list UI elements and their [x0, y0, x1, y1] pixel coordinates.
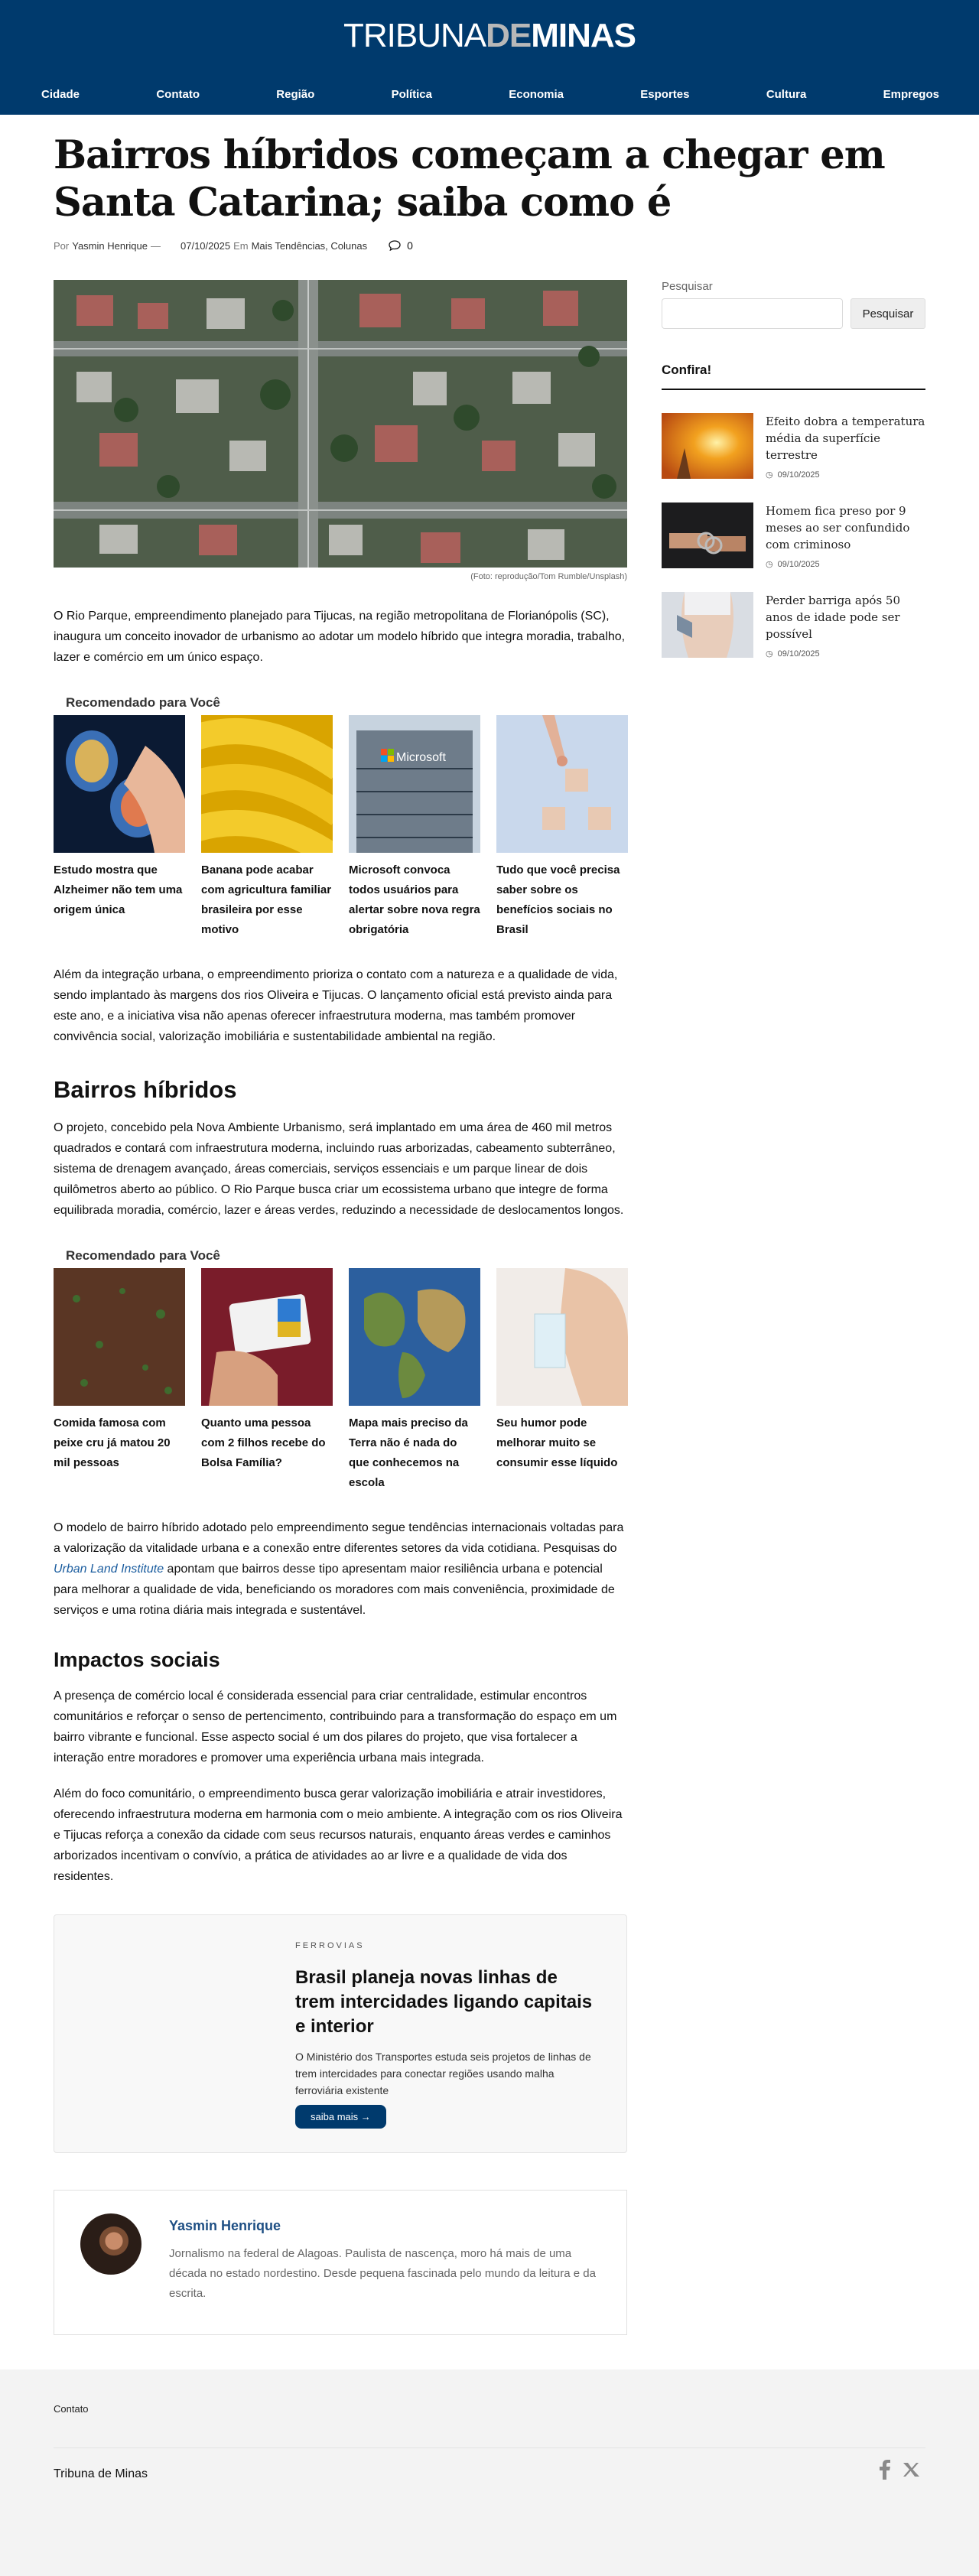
recommended-title[interactable]: Microsoft convoca todos usuários para alertar sobre nova regra obrigatória: [349, 864, 480, 936]
sidebar-thumb-belly[interactable]: [662, 592, 753, 658]
recommended-title[interactable]: Banana pode acabar com agricultura familiar brasileira por esse motivo: [201, 864, 332, 936]
related-description: O Ministério dos Transportes estuda seis projetos de linhas de trem intercidades para conectar regiões usando malha ferroviária existente: [295, 2051, 591, 2096]
paragraph: Além da integração urbana, o empreendimento prioriza o contato com a natureza e a qualidade de vida, sendo implantado às margens dos rios Oliveira e Tijucas. O lançamento oficial está previsto ainda para este ano, e a iniciativa visa não apenas oferecer infraestrutura moderna, mas também promover convivência social, valorização imobiliária e sustentabilidade ambiental na região.: [54, 968, 618, 1043]
search-label: Pesquisar: [662, 280, 713, 293]
author-name[interactable]: Yasmin Henrique: [169, 2218, 281, 2233]
author-bio: Jornalismo na federal de Alagoas. Paulista de nascença, moro há mais de uma década no estado nordestino. Desde pequena fascinada pelo mundo da leitura e da escrita.: [169, 2247, 596, 2300]
nav-politica[interactable]: Política: [391, 88, 432, 101]
recommended-image-bolsa-familia-card[interactable]: [201, 1268, 333, 1406]
author-box: [54, 2190, 627, 2335]
recommended-title[interactable]: Estudo mostra que Alzheimer não tem uma origem única: [54, 864, 183, 916]
meta-in: Em: [233, 239, 249, 252]
recommended-title[interactable]: Mapa mais preciso da Terra não é nada do que conhecemos na escola: [349, 1416, 468, 1489]
recommended-title[interactable]: Tudo que você precisa saber sobre os benefícios sociais no Brasil: [496, 864, 620, 936]
site-logo[interactable]: TRIBUNADEMINAS: [343, 17, 636, 54]
recommended-card[interactable]: [54, 715, 185, 940]
paragraph: O modelo de bairro híbrido adotado pelo empreendimento segue tendências internacionais voltadas para a valorização da vitalidade urbana e a conexão entre diferentes setores da vida cotidiana. Pesquisas do Urban Land Institute apontam que bairros desse tipo apresentam maior resiliência urbana e potencial para melhorar a qualidade de vida, beneficiando os moradores com mais conveniência, proximidade de serviços e uma rotina diária mais integrada e sustentável.: [54, 1521, 624, 1617]
sidebar-article-title[interactable]: Efeito dobra a temperatura média da superfície terrestre: [766, 415, 925, 462]
recommended-image-world-map[interactable]: [349, 1268, 480, 1406]
nav-economia[interactable]: Economia: [509, 88, 564, 101]
sidebar-article[interactable]: [662, 503, 925, 569]
recommended-heading: Recomendado para Você: [66, 695, 220, 710]
hero-image: [54, 280, 627, 568]
sidebar-article[interactable]: [662, 592, 925, 659]
nav-empregos[interactable]: Empregos: [883, 88, 939, 101]
sidebar-article-date: 09/10/2025: [777, 649, 820, 659]
related-title[interactable]: Brasil planeja novas linhas de trem intercidades ligando capitais e interior: [295, 1967, 593, 2037]
article-body: [54, 280, 627, 2335]
clock-icon: ◷: [766, 649, 773, 659]
paragraph: O projeto, concebido pela Nova Ambiente Urbanismo, será implantado em uma área de 460 mil metros quadrados e contará com infraestrutura moderna, incluindo ruas arborizadas, cabeamento subterrâneo, sistema de drenagem avançado, áreas comerciais, serviços essenciais e um parque linear de dois quilômetros aberto ao público. O Rio Parque busca criar um ecossistema urbano que integre de forma equilibrada moradia, comércio, lazer e áreas verdes, reduzindo a necessidade de deslocamentos longos.: [54, 1121, 624, 1217]
recommended-card[interactable]: [54, 1268, 185, 1493]
recommended-image-microsoft-building[interactable]: [349, 715, 480, 853]
recommended-card[interactable]: [349, 715, 480, 940]
sidebar-article-title[interactable]: Perder barriga após 50 anos de idade pode ser possível: [766, 594, 901, 641]
arrow-right-icon: →: [360, 2111, 371, 2122]
svg-text:Microsoft: Microsoft: [396, 751, 446, 764]
nav-esportes[interactable]: Esportes: [640, 88, 690, 101]
recommended-block: [54, 695, 627, 940]
recommended-card[interactable]: [496, 1268, 628, 1493]
search-input[interactable]: [662, 298, 843, 329]
recommended-card[interactable]: [201, 1268, 333, 1493]
confira-heading: Confira!: [662, 363, 925, 390]
clock-icon: ◷: [766, 560, 773, 569]
article-meta: [54, 239, 413, 252]
sidebar-thumb-heat[interactable]: [662, 413, 753, 479]
sidebar: [662, 280, 925, 659]
sidebar-article-date: 09/10/2025: [777, 559, 820, 569]
meta-date: 07/10/2025: [181, 239, 231, 252]
paragraph: A presença de comércio local é considerada essencial para criar centralidade, estimular encontros comunitários e reforçar o senso de pertencimento, contribuindo para a transformação do espaço em um bairro vibrante e funcional. Esse aspecto social é um dos pilares do projeto, que visa fortalecer a interação entre moradores e promover uma experiência urbana mais integrada.: [54, 1690, 617, 1764]
recommended-block: [54, 1248, 627, 1493]
hero-caption: (Foto: reprodução/Tom Rumble/Unsplash): [470, 572, 627, 581]
related-kicker: FERROVIAS: [295, 1941, 365, 1950]
urban-land-institute-link[interactable]: Urban Land Institute: [54, 1563, 164, 1576]
meta-categories[interactable]: Mais Tendências, Colunas: [251, 239, 368, 252]
paragraph: Além do foco comunitário, o empreendimento busca gerar valorização imobiliária e atrair investidores, oferecendo infraestrutura moderna em harmonia com o meio ambiente. A integração com os rios Oliveira e Tijucas reforça a conexão da cidade com seus recursos naturais, enquanto áreas verdes e caminhos arborizados incentivam o convívio, a prática de atividades ao ar livre e a qualidade de vida dos residentes.: [54, 1787, 623, 1883]
facebook-icon[interactable]: [880, 2460, 890, 2480]
article-title: Bairros híbridos começam a chegar em Santa Catarina; saiba como é: [54, 132, 885, 226]
recommended-heading: Recomendado para Você: [66, 1248, 220, 1263]
search-button[interactable]: Pesquisar: [851, 298, 925, 329]
sidebar-thumb-handcuffs[interactable]: [662, 503, 753, 568]
author-avatar[interactable]: [80, 2213, 141, 2275]
comments-link[interactable]: [389, 239, 413, 252]
recommended-card[interactable]: [349, 1268, 480, 1493]
paragraph: O Rio Parque, empreendimento planejado para Tijucas, na região metropolitana de Florianópolis (SC), inaugura um conceito inovador de urbanismo ao adotar um modelo híbrido que integra moradia, trabalho, lazer e comércio em um único espaço.: [54, 610, 626, 664]
nav-cidade[interactable]: Cidade: [41, 88, 80, 101]
footer-social: [880, 2460, 919, 2480]
clock-icon: ◷: [766, 470, 773, 480]
section-heading: Bairros híbridos: [54, 1076, 237, 1103]
recommended-image-benefit-blocks[interactable]: [496, 715, 628, 853]
footer-contato-link[interactable]: Contato: [54, 2403, 89, 2415]
site-footer: [0, 2369, 979, 2576]
recommended-image-bananas[interactable]: [201, 715, 333, 853]
recommended-title[interactable]: Comida famosa com peixe cru já matou 20 mil pessoas: [54, 1416, 171, 1469]
meta-author-link[interactable]: Yasmin Henrique: [72, 239, 148, 252]
main-nav: [0, 84, 979, 106]
saiba-mais-button[interactable]: saiba mais →: [295, 2105, 386, 2129]
recommended-card[interactable]: [201, 715, 333, 940]
recommended-title[interactable]: Seu humor pode melhorar muito se consumir esse líquido: [496, 1416, 618, 1469]
site-header: [0, 0, 979, 115]
meta-separator: —: [151, 239, 161, 252]
recommended-image-brain-scan[interactable]: [54, 715, 185, 853]
sidebar-article[interactable]: [662, 413, 925, 480]
meta-by: Por: [54, 239, 70, 252]
sidebar-article-date: 09/10/2025: [777, 470, 820, 480]
recommended-title[interactable]: Quanto uma pessoa com 2 filhos recebe do Bolsa Família?: [201, 1416, 326, 1469]
recommended-card[interactable]: [496, 715, 628, 940]
nav-cultura[interactable]: Cultura: [766, 88, 807, 101]
recommended-image-drinking-water[interactable]: [496, 1268, 628, 1406]
comment-count: 0: [407, 239, 413, 252]
aerial-neighborhood-illustration: [54, 280, 627, 568]
nav-contato[interactable]: Contato: [156, 88, 200, 101]
search-form: [662, 298, 925, 329]
section-heading: Impactos sociais: [54, 1648, 220, 1671]
related-article-card[interactable]: [54, 1914, 627, 2153]
x-twitter-icon[interactable]: [903, 2462, 919, 2477]
sidebar-article-title[interactable]: Homem fica preso por 9 meses ao ser confundido com criminoso: [766, 504, 910, 551]
recommended-image-soil[interactable]: [54, 1268, 185, 1406]
comment-icon: [389, 240, 401, 251]
nav-regiao[interactable]: Região: [276, 88, 315, 101]
footer-site-name: Tribuna de Minas: [54, 2467, 148, 2480]
